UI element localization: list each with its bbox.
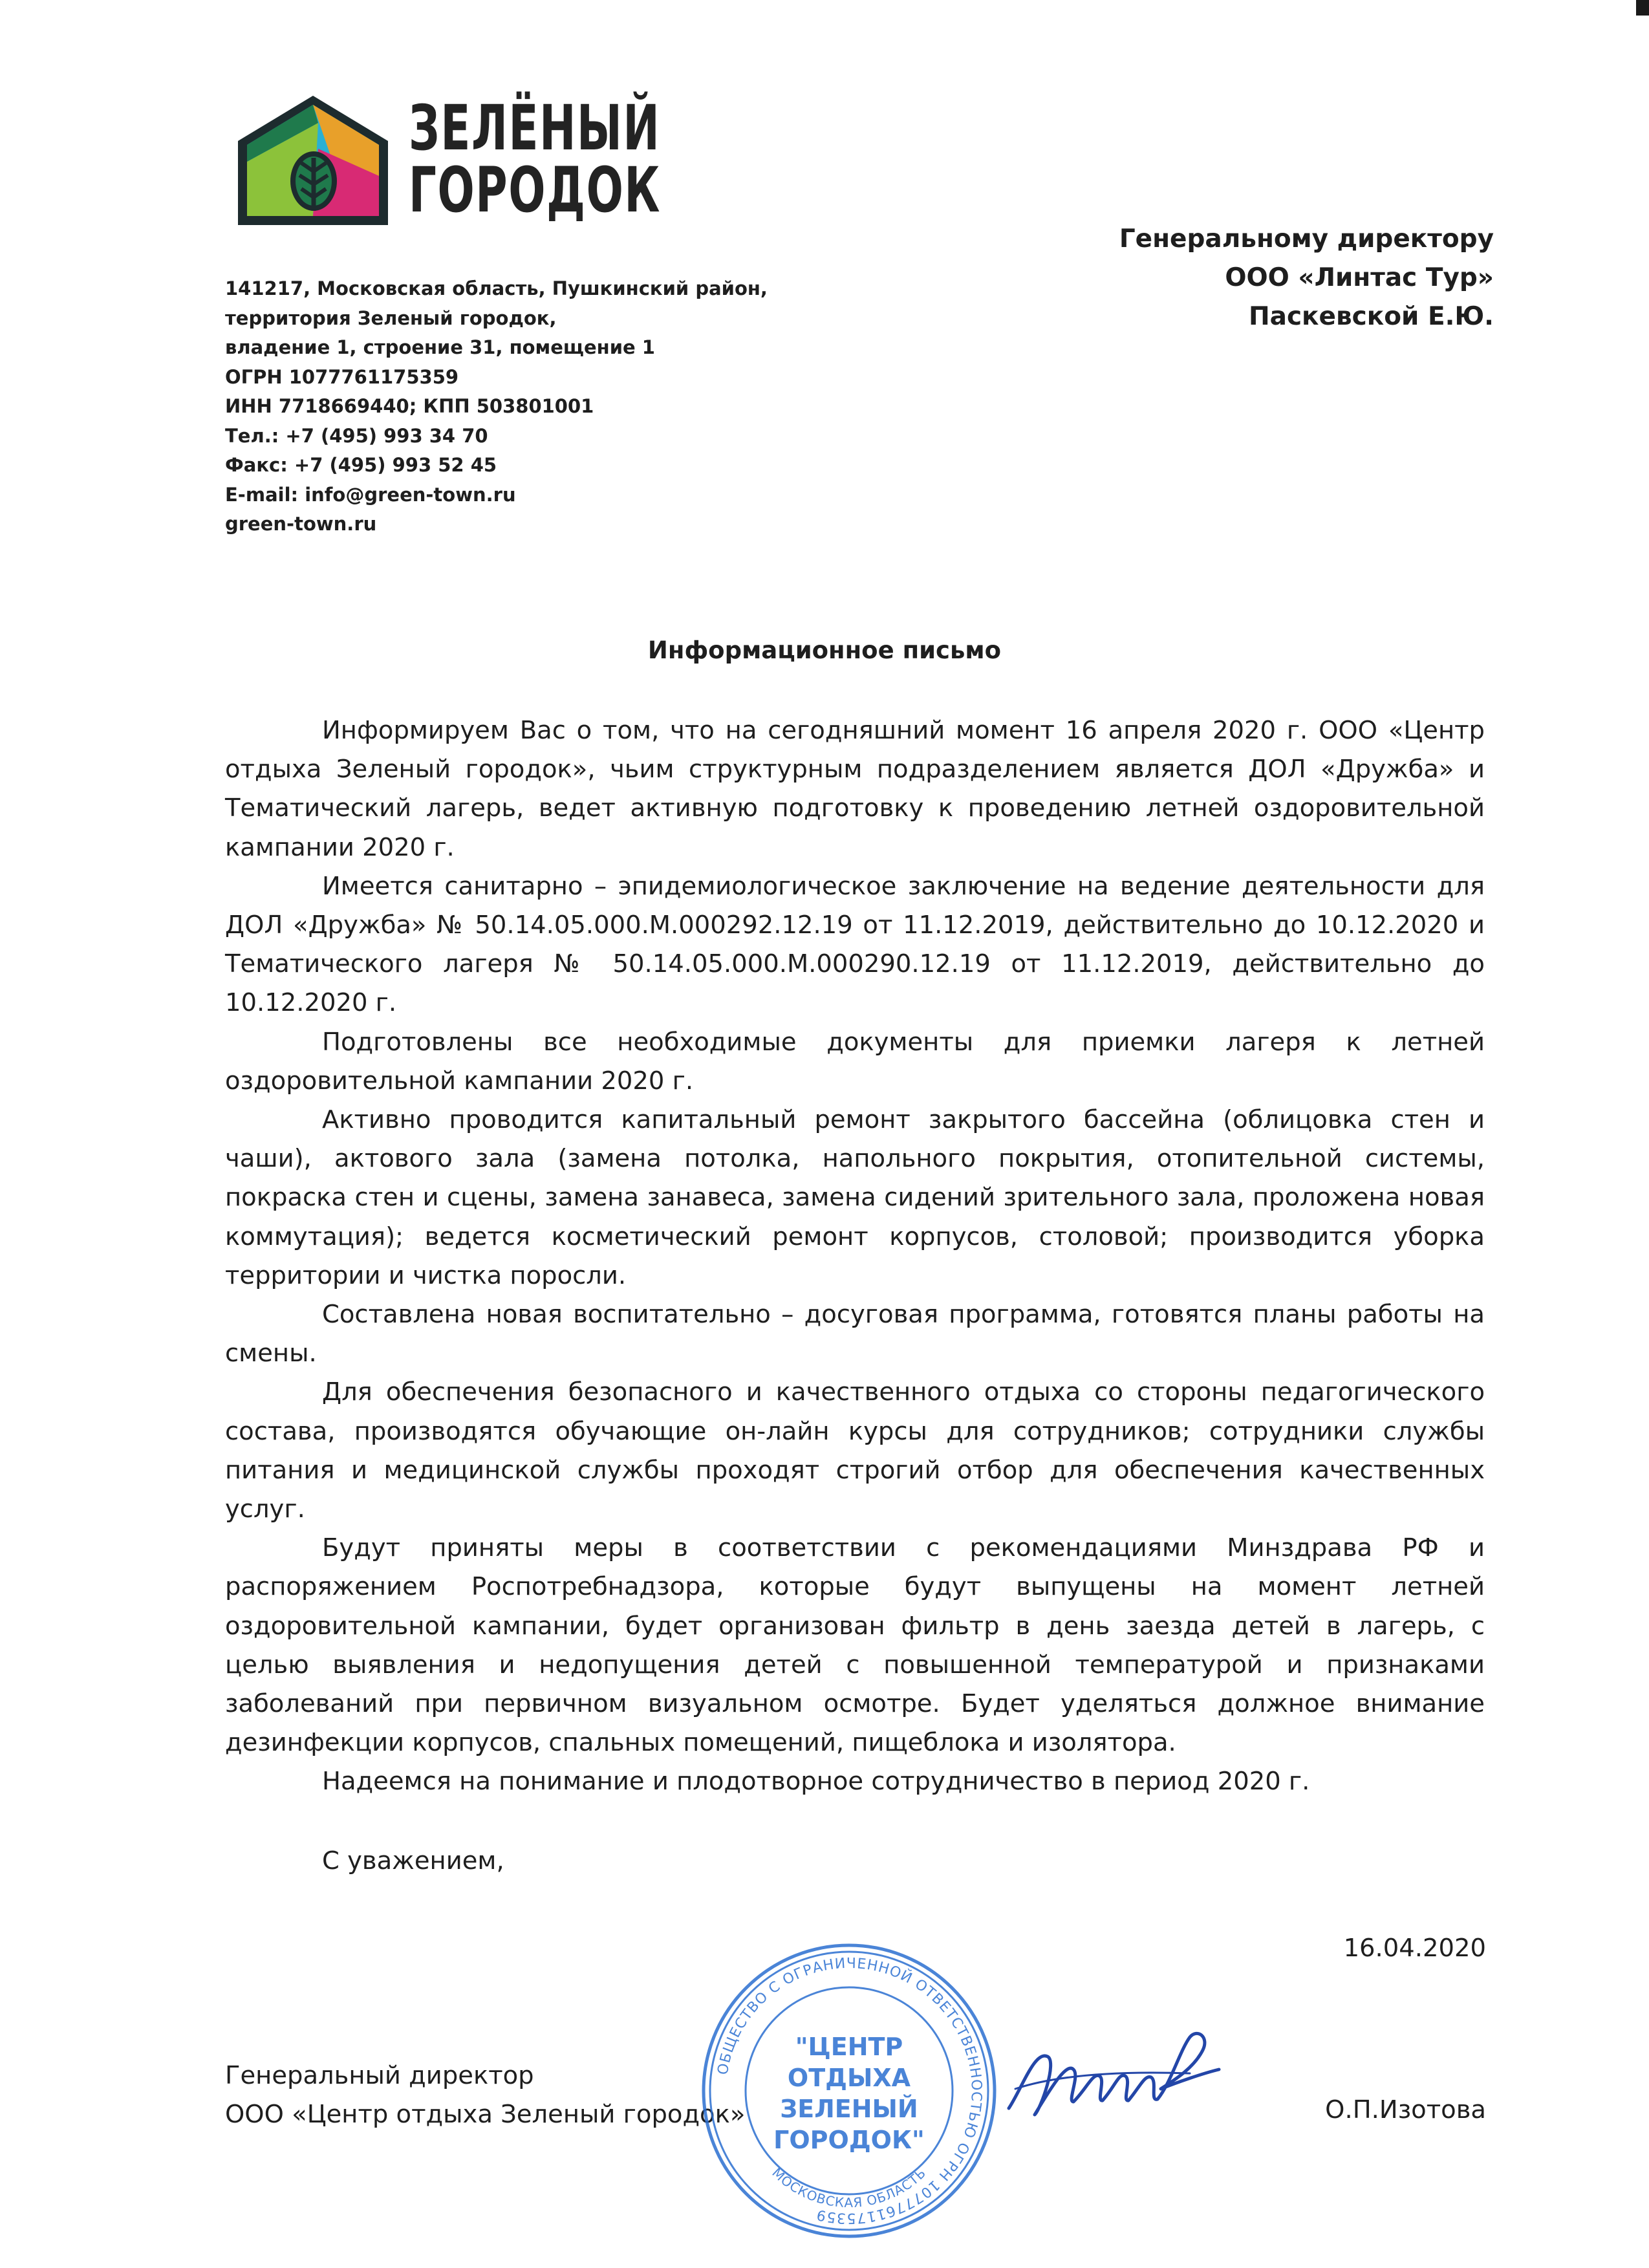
body-paragraph: Информируем Вас о том, что на сегодняшний момент 16 апреля 2020 г. ООО «Центр отдыха Зеленый городок», чьим структурным подразделением является ДОЛ «Дружба» и Тематический лагерь, ведет активную подготовку к проведению летней оздоровительной кампании 2020 г. [225,716,1485,862]
sender-line: территория Зеленый городок, [225,307,557,329]
sender-line: E-mail: info@green-town.ru [225,483,516,506]
leaf-icon [290,151,337,211]
signatory-name: О.П.Изотова [1325,2095,1486,2124]
scan-edge-mark [1636,0,1649,16]
logo-wordmark-line1: ЗЕЛЁНЫЙ [409,92,661,164]
sender-line: ИНН 7718669440; КПП 503801001 [225,395,594,417]
addressee-position: Генеральному директору [1119,224,1494,254]
sender-line: Факс: +7 (495) 993 52 45 [225,454,497,476]
signatory-position [225,2057,745,2134]
body-paragraph: Подготовлены все необходимые документы для приемки лагеря к летней оздоровительной кампании 2020 г. [225,1027,1485,1096]
letter-body [225,711,1485,1802]
letter-date: 16.04.2020 [1343,1934,1486,1963]
letter-title: Информационное письмо [647,636,1002,664]
addressee-name: Паскевской Е.Ю. [1248,302,1494,331]
sender-line: владение 1, строение 31, помещение 1 [225,336,655,358]
sender-line: Тел.: +7 (495) 993 34 70 [225,424,488,447]
sender-line: ОГРН 1077761175359 [225,365,459,388]
body-paragraph: Составлена новая воспитательно – досуговая программа, готовятся планы работы на смены. [225,1300,1485,1368]
green-town-logo [234,91,393,230]
logo-wordmark [409,92,732,226]
stamp-ring-text: ОБЩЕСТВО С ОГРАНИЧЕННОЙ ОТВЕТСТВЕННОСТЬЮ ОГРН 1077761175359 [715,1955,985,2227]
handwritten-signature [996,2011,1229,2134]
stamp-bottom-text: МОСКОВСКАЯ ОБЛАСТЬ [769,2165,929,2210]
body-paragraph: Для обеспечения безопасного и качественного отдыха со стороны педагогического состава, производятся обучающие он-лайн курсы для сотрудников; сотрудники службы питания и медицинской службы проходят строгий отбор для обеспечения качественных услуг. [225,1377,1485,1524]
body-paragraph: Будут приняты меры в соответствии с рекомендациями Минздрава РФ и распоряжением Роспотребнадзора, которые будут выпущены на момент летней оздоровительной кампании, будет организован фильтр в день заезда детей в лагерь, с целью выявления и недопущения детей с повышенной температурой и признаками заболеваний при первичном визуальном осмотре. Будет уделяться должное внимание дезинфекции корпусов, спальных помещений, пищеблока и изолятора. [225,1533,1485,1758]
stamp-center-line1: "ЦЕНТР [795,2033,903,2061]
sender-line: green-town.ru [225,513,377,535]
addressee-company: ООО «Линтас Тур» [1225,263,1494,292]
sender-requisites [225,274,768,539]
addressee-block [1119,220,1494,336]
stamp-center-line2: ОТДЫХА [787,2064,911,2092]
company-stamp [697,1939,1001,2243]
logo-wordmark-line2: ГОРОДОК [409,154,662,226]
signatory-position-line2: ООО «Центр отдыха Зеленый городок» [225,2100,746,2130]
body-paragraph: Надеемся на понимание и плодотворное сотрудничество в период 2020 г. [322,1767,1310,1797]
body-paragraph: Имеется санитарно – эпидемиологическое заключение на ведение деятельности для ДОЛ «Дружба» № 50.14.05.000.М.000292.12.19 от 11.12.2019, действительно до 10.12.2020 и Тематического лагеря № 50.14.05.000.М.000290.12.19 от 11.12.2019, действительно до 10.12.2020 г. [225,871,1485,1018]
stamp-center-line4: ГОРОДОК" [773,2126,925,2154]
closing-phrase: С уважением, [322,1846,504,1875]
body-paragraph: Активно проводится капитальный ремонт закрытого бассейна (облицовка стен и чаши), актового зала (замена потолка, напольного покрытия, отопительной системы, покраска стен и сцены, замена занавеса, замена сидений зрительного зала, проложена новая коммутация); ведется косметический ремонт корпусов, столовой; производится уборка территории и чистка поросли. [225,1105,1485,1290]
sender-line: 141217, Московская область, Пушкинский район, [225,277,768,299]
stamp-center-line3: ЗЕЛЕНЫЙ [780,2095,918,2123]
signatory-position-line1: Генеральный директор [225,2061,534,2090]
